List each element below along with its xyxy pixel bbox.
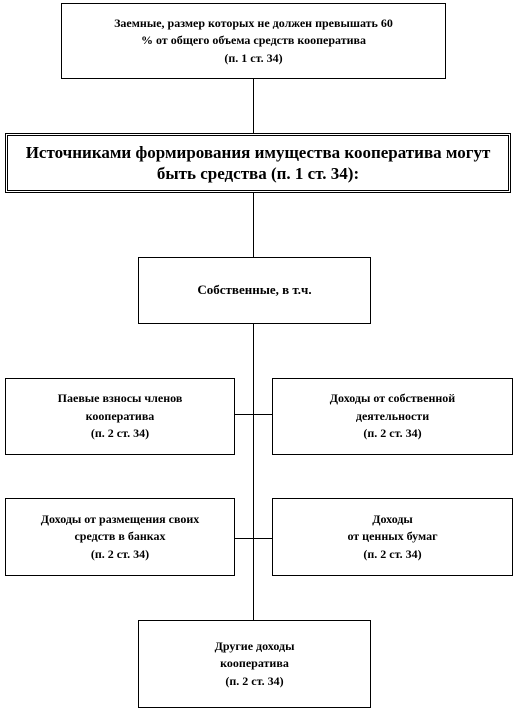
own-activity-income-box [272, 378, 513, 455]
borrowed-funds-box [61, 3, 446, 79]
own-funds-box [138, 257, 371, 324]
other-income-box [138, 620, 371, 708]
bank-placement-income-text: Доходы от размещения своих средств в банках (п. 2 ст. 34) [40, 511, 200, 561]
connector-row1-horizontal [234, 414, 272, 415]
own-activity-income-text: Доходы от собственной деятельности (п. 2 ст. 34) [329, 391, 456, 441]
own-funds-text: Собственные, в т.ч. [197, 282, 312, 298]
other-income-text: Другие доходы кооператива (п. 2 ст. 34) [214, 638, 295, 688]
share-fees-box [5, 378, 235, 455]
property-sources-box [5, 133, 511, 193]
connector-sources-own [253, 192, 254, 257]
connector-own-trunk [253, 323, 254, 620]
borrowed-funds-text: Заемные, размер которых не должен превышать 60 % от общего объема средств кооператива (п. 1 ст. 34) [114, 15, 393, 65]
securities-income-text: Доходы от ценных бумаг (п. 2 ст. 34) [347, 511, 438, 561]
connector-borrowed-sources [253, 78, 254, 133]
bank-placement-income-box [5, 498, 235, 576]
property-sources-text: Источниками формирования имущества кооператива могут быть средства (п. 1 ст. 34): [25, 142, 491, 183]
securities-income-box [272, 498, 513, 576]
connector-row2-horizontal [234, 538, 272, 539]
share-fees-text: Паевые взносы членов кооператива (п. 2 ст. 34) [57, 391, 183, 441]
